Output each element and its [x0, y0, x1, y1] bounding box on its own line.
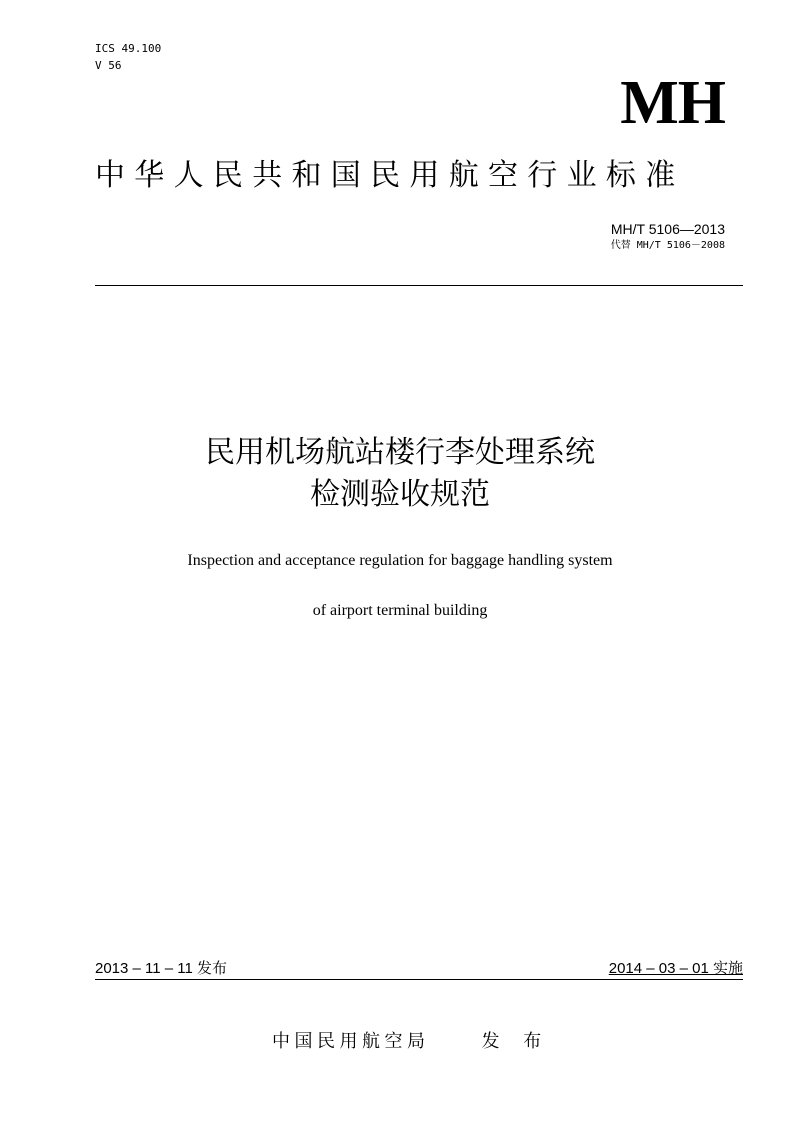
standard-code-block: [611, 220, 725, 254]
implementation-date: 2014 – 03 – 01 实施: [608, 960, 743, 977]
issue-date: 2013 – 11 – 11 发布: [95, 960, 228, 977]
standard-type: 中华人民共和国民用航空行业标准: [95, 158, 685, 193]
ics-number: ICS 49.100: [95, 42, 162, 55]
replaces-code: 代替 MH/T 5106－2008: [610, 240, 725, 251]
issue-label: 发 布: [481, 1031, 551, 1052]
ccs-number: V 56: [95, 59, 122, 72]
mh-logo: MH: [620, 69, 725, 137]
issuing-authority: 中国民用航空局: [272, 1031, 430, 1052]
chinese-title-line-1: 民用机场航站楼行李处理系统: [205, 435, 595, 470]
issuer-row: [272, 1030, 550, 1054]
footer-divider: [95, 979, 743, 980]
english-title-line-1: Inspection and acceptance regulation for baggage handling system: [187, 552, 613, 569]
standard-code: MH/T 5106—2013: [610, 221, 725, 237]
header-divider: [95, 285, 743, 286]
english-title: [0, 549, 800, 623]
english-title-line-2: of airport terminal building: [312, 602, 488, 619]
date-row: [95, 958, 743, 980]
classification-block: [95, 40, 161, 74]
chinese-title-line-2: 检测验收规范: [310, 477, 490, 512]
chinese-title: [0, 432, 800, 516]
